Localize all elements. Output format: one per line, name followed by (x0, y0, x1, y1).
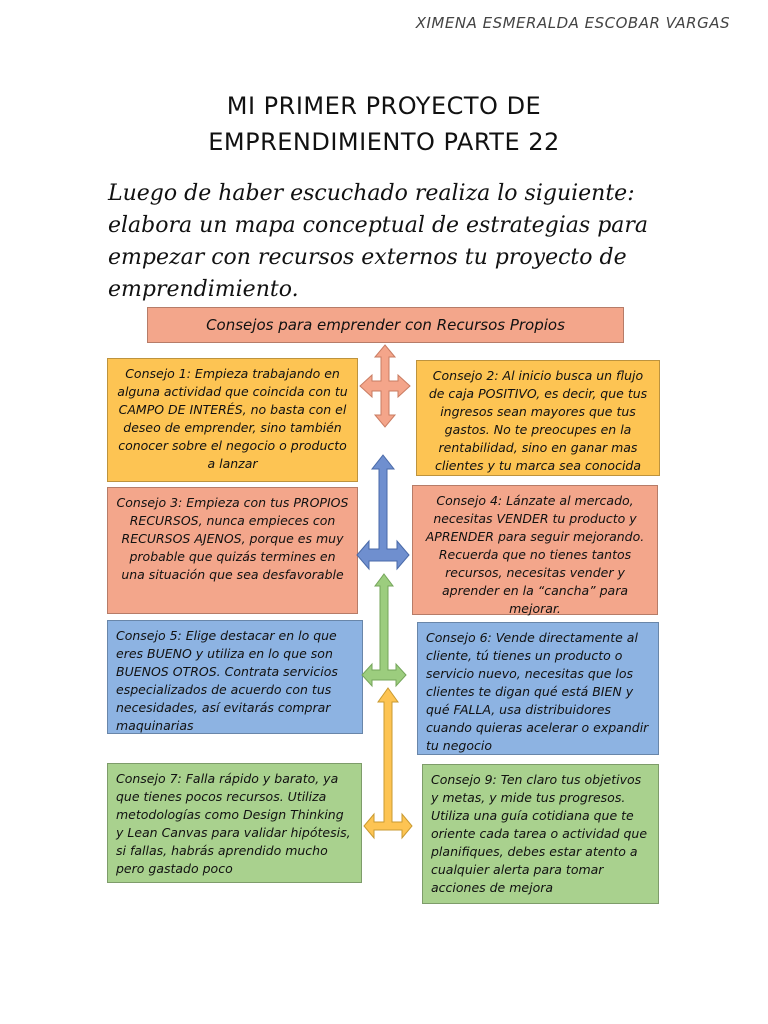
consejo-7-box: Consejo 7: Falla rápido y barato, ya que tienes pocos recursos. Utiliza metodologías como Design Thinking y Lean Canvas para validar hipótesis, si fallas, habrás aprendido mucho pero gastado poco (107, 763, 362, 883)
page-title (0, 88, 768, 160)
concept-map-heading: Consejos para emprender con Recursos Propios (147, 307, 624, 343)
consejo-1-box: Consejo 1: Empieza trabajando en alguna actividad que coincida con tu CAMPO DE INTERÉS, no basta con el deseo de emprender, sino también conocer sobre el negocio o producto a lanzar (107, 358, 358, 482)
connector-arrow-2 (357, 455, 409, 575)
title-line-2: EMPRENDIMIENTO PARTE 22 (208, 128, 560, 156)
author-name: XIMENA ESMERALDA ESCOBAR VARGAS (415, 14, 730, 32)
consejo-2-box: Consejo 2: Al inicio busca un flujo de caja POSITIVO, es decir, que tus ingresos sean mayores que tus gastos. No te preocupes en la rentabilidad, sino en ganar mas clientes y tu marca sea conocida (416, 360, 660, 476)
consejo-3-box: Consejo 3: Empieza con tus PROPIOS RECURSOS, nunca empieces con RECURSOS AJENOS, porque es muy probable que quizás termines en una situación que sea desfavorable (107, 487, 358, 614)
consejo-6-box: Consejo 6: Vende directamente al cliente, tú tienes un producto o servicio nuevo, necesitas que los clientes te digan qué está BIEN y qué FALLA, usa distribuidores cuando quieras acelerar o expandir tu negocio (417, 622, 659, 755)
connector-arrow-3-shape (362, 574, 406, 686)
connector-arrow-2-shape (357, 455, 409, 569)
consejo-5-box: Consejo 5: Elige destacar en lo que eres BUENO y utiliza en lo que son BUENOS OTROS. Contrata servicios especializados de acuerdo con tus necesidades, así evitarás comprar maquinarias (107, 620, 363, 734)
consejo-4-box: Consejo 4: Lánzate al mercado, necesitas VENDER tu producto y APRENDER para seguir mejorando. Recuerda que no tienes tantos recursos, necesitas vender y aprender en la “cancha” para mejorar. (412, 485, 658, 615)
instructions-text: Luego de haber escuchado realiza lo siguiente: elabora un mapa conceptual de estrategias para empezar con recursos externos tu proyecto de emprendimiento. (108, 181, 649, 302)
consejo-9-box: Consejo 9: Ten claro tus objetivos y metas, y mide tus progresos. Utiliza una guía cotidiana que te oriente cada tarea o actividad que planifiques, debes estar atento a cualquier alerta para tomar acciones de mejora (422, 764, 659, 904)
title-line-1: MI PRIMER PROYECTO DE (226, 92, 542, 120)
connector-arrow-3 (362, 574, 406, 686)
connector-arrow-4 (364, 688, 412, 838)
connector-arrow-4-shape (364, 688, 412, 838)
connector-arrow-1 (360, 345, 410, 427)
connector-arrow-1-shape (360, 345, 410, 427)
